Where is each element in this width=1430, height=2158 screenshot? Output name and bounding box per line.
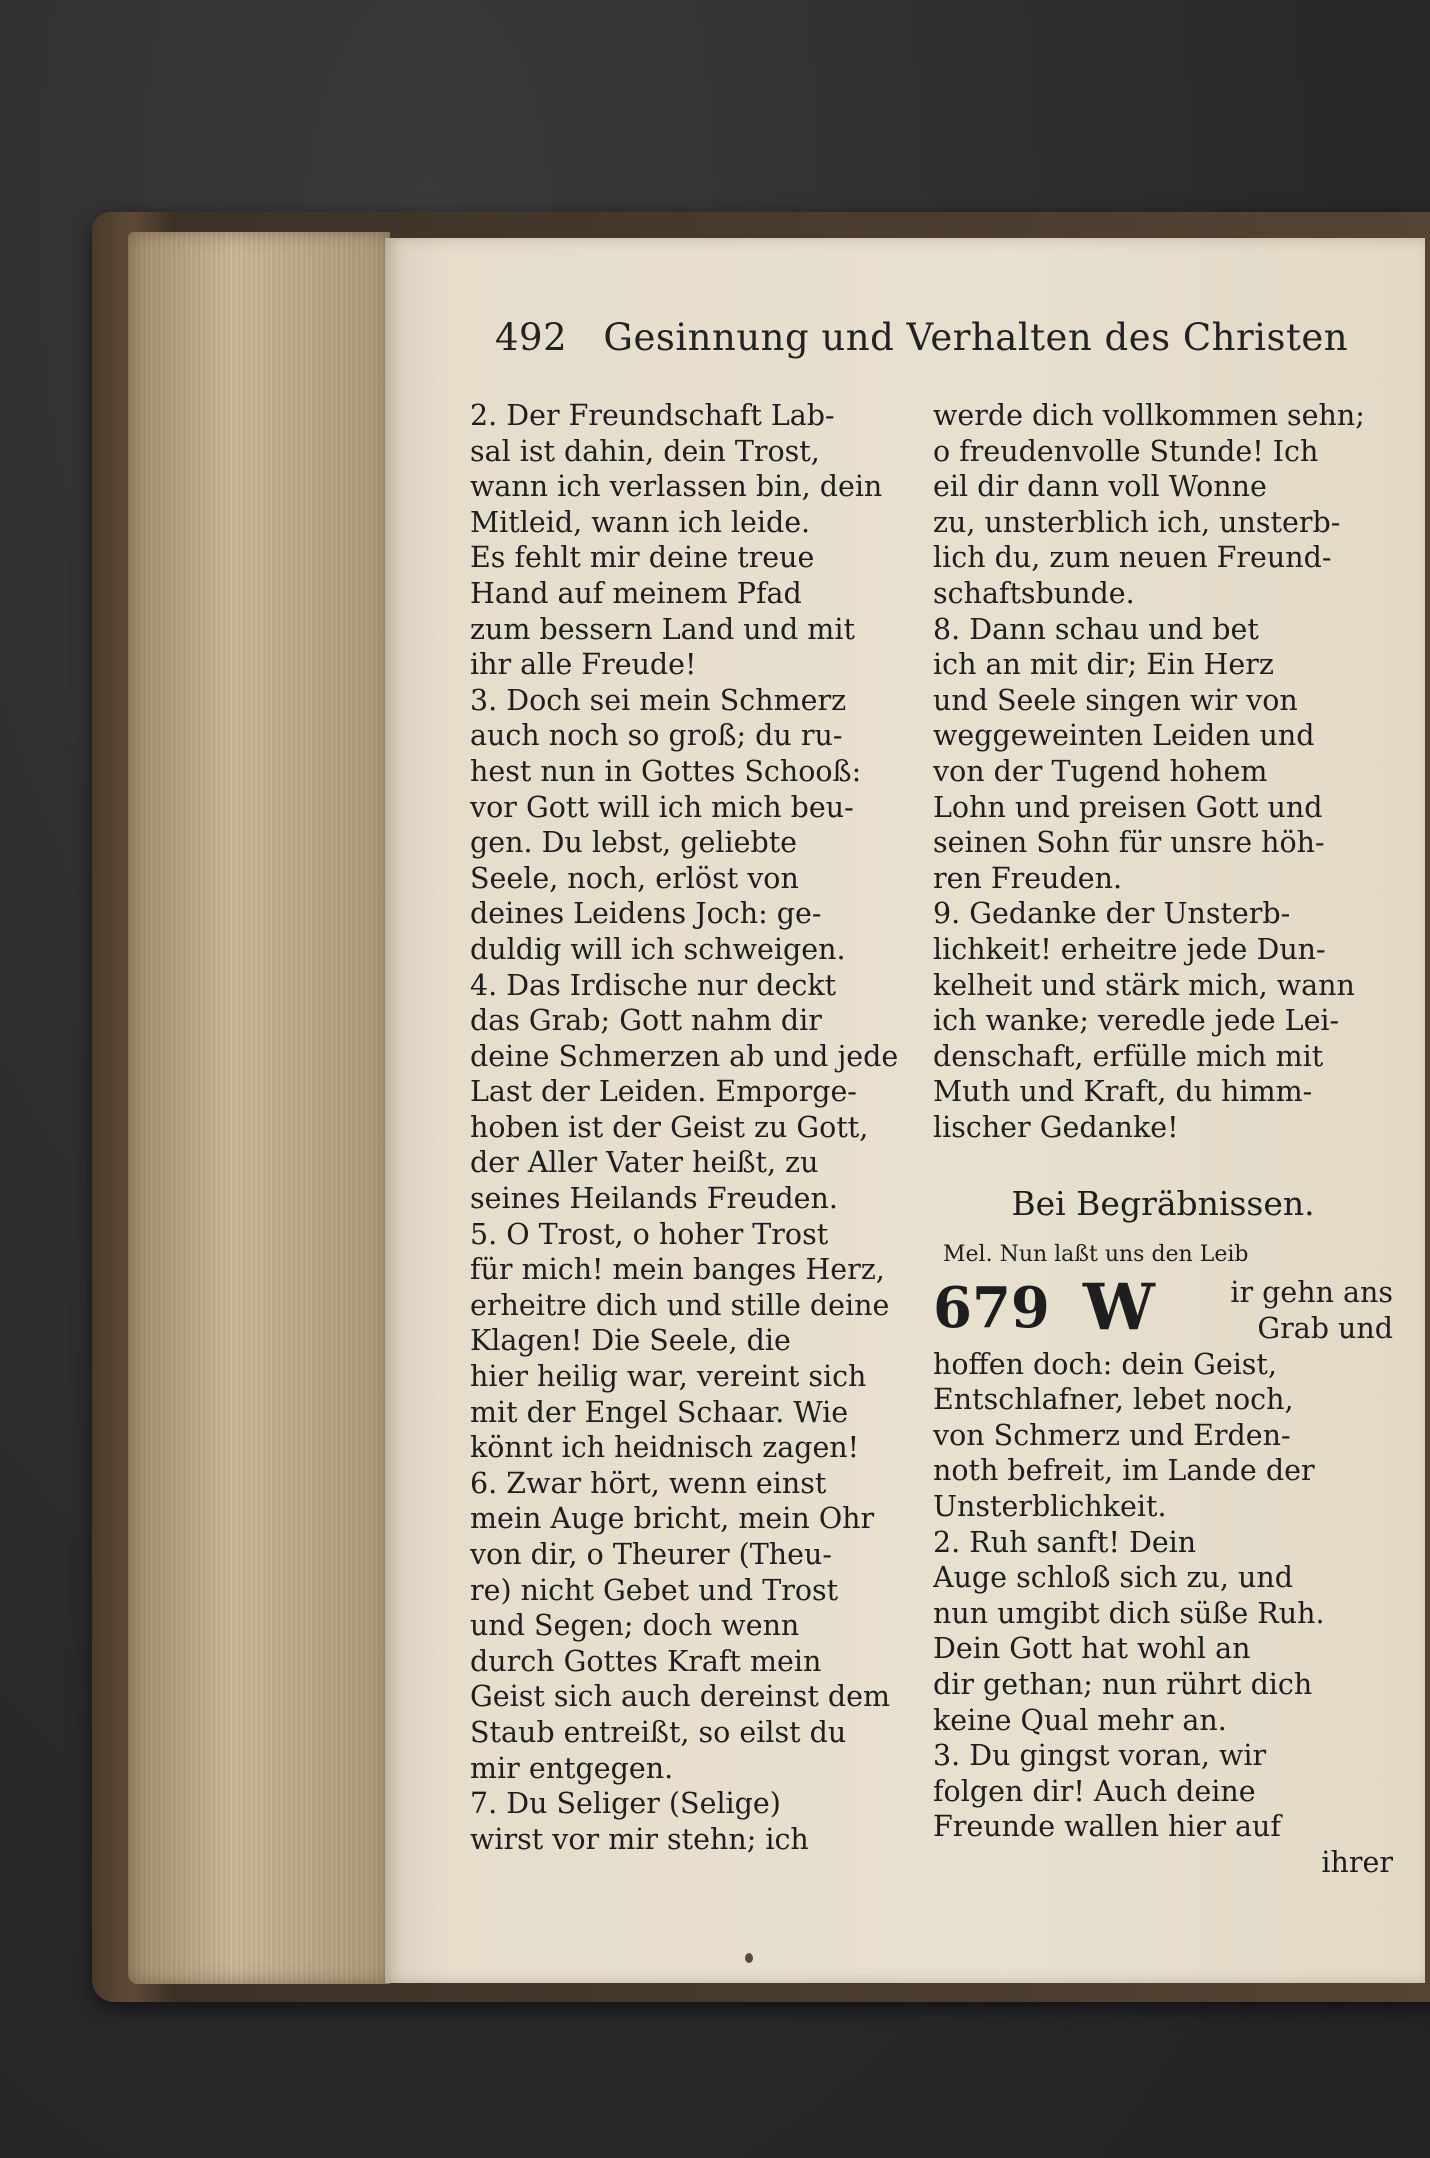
text-line: von der Tugend hohem: [933, 754, 1268, 788]
text-line: hoffen doch: dein Geist,: [933, 1347, 1277, 1381]
hymn-second-line: Grab und: [1257, 1312, 1393, 1346]
text-line: seines Heilands Freuden.: [470, 1182, 838, 1216]
text-line: ihr alle Freude!: [470, 648, 697, 682]
text-line: von dir, o Theurer (Theu-: [470, 1538, 832, 1571]
text-line: Muth und Kraft, du himm-: [933, 1075, 1313, 1109]
text-line: Geist sich auch dereinst dem: [470, 1680, 891, 1714]
text-line: erheitre dich und stille deine: [470, 1288, 890, 1322]
text-line: lichkeit! erheitre jede Dun-: [933, 932, 1326, 966]
text-line: Hand auf meinem Pfad: [470, 576, 802, 610]
text-line: mir entgegen.: [470, 1751, 674, 1785]
text-line: zu, unsterblich ich, unsterb-: [933, 505, 1341, 539]
text-line: sal ist dahin, dein Trost,: [470, 434, 820, 468]
hymn-number: 679: [933, 1275, 1050, 1342]
text-line: kelheit und stärk mich, wann: [933, 968, 1355, 1002]
text-line: vor Gott will ich mich beu-: [470, 790, 854, 824]
text-line: deines Leidens Joch: ge-: [470, 897, 822, 931]
text-line: 5. O Trost, o hoher Trost: [470, 1217, 829, 1251]
text-line: 3. Du gingst voran, wir: [933, 1739, 1267, 1773]
text-line: ich wanke; veredle jede Lei-: [933, 1004, 1340, 1038]
text-line: eil dir dann voll Wonne: [933, 470, 1267, 504]
text-line: Dein Gott hat wohl an: [933, 1632, 1251, 1666]
page-number: 492: [495, 316, 568, 359]
text-line: durch Gottes Kraft mein: [470, 1644, 822, 1678]
right-column: [933, 398, 1393, 1881]
text-line: und Seele singen wir von: [933, 683, 1298, 717]
text-line: deine Schmerzen ab und jede: [470, 1039, 899, 1073]
text-line: lischer Gedanke!: [933, 1110, 1179, 1144]
text-line: schaftsbunde.: [933, 576, 1135, 610]
text-line: ren Freuden.: [933, 861, 1123, 895]
page-edges: [128, 232, 390, 1984]
text-line: 2. Der Freundschaft Lab-: [470, 399, 835, 432]
hymn-first-lines: [1178, 1275, 1393, 1346]
text-line: re) nicht Gebet und Trost: [470, 1573, 839, 1607]
text-line: denschaft, erfülle mich mit: [933, 1039, 1324, 1073]
text-line: zum bessern Land und mit: [470, 612, 855, 646]
text-line: von Schmerz und Erden-: [933, 1418, 1291, 1452]
text-line: gen. Du lebst, geliebte: [470, 826, 798, 860]
text-line: auch noch so groß; du ru-: [470, 719, 843, 753]
text-line: Unsterblichkeit.: [933, 1490, 1167, 1524]
hymn-start: [933, 1270, 1393, 1346]
text-line: 4. Das Irdische nur deckt: [470, 968, 837, 1002]
text-line: hier heilig war, vereint sich: [470, 1360, 867, 1394]
text-line: könnt ich heidnisch zagen!: [470, 1431, 860, 1465]
text-line: lich du, zum neuen Freund-: [933, 541, 1332, 575]
text-line: Last der Leiden. Emporge-: [470, 1075, 857, 1109]
text-line: folgen dir! Auch deine: [933, 1774, 1256, 1808]
text-line: duldig will ich schweigen.: [470, 932, 846, 966]
text-line: 3. Doch sei mein Schmerz: [470, 683, 847, 717]
text-line: weggeweinten Leiden und: [933, 719, 1315, 753]
text-line: nun umgibt dich süße Ruh.: [933, 1596, 1325, 1630]
text-line: Freunde wallen hier auf: [933, 1810, 1281, 1844]
text-line: Seele, noch, erlöst von: [470, 861, 799, 895]
book-page: [385, 238, 1425, 1983]
text-line: Entschlafner, lebet noch,: [933, 1383, 1294, 1417]
text-line: für mich! mein banges Herz,: [470, 1253, 885, 1287]
running-header: [495, 316, 1395, 386]
text-line: wann ich verlassen bin, dein: [470, 470, 883, 504]
text-line: und Segen; doch wenn: [470, 1609, 800, 1643]
text-line: 6. Zwar hört, wenn einst: [470, 1466, 827, 1500]
text-line: mein Auge bricht, mein Ohr: [470, 1502, 875, 1536]
hymn-text: [933, 1347, 1393, 1845]
text-line: Lohn und preisen Gott und: [933, 790, 1323, 824]
text-line: 2. Ruh sanft! Dein: [933, 1525, 1197, 1559]
text-line: o freudenvolle Stunde! Ich: [933, 434, 1319, 468]
text-line: Mitleid, wann ich leide.: [470, 505, 811, 539]
text-line: noth befreit, im Lande der: [933, 1454, 1315, 1488]
left-column: [470, 398, 910, 1857]
hymn-first-line: ir gehn ans: [1230, 1276, 1393, 1310]
running-title: Gesinnung und Verhalten des Christen: [603, 316, 1349, 359]
text-line: wirst vor mir stehn; ich: [470, 1822, 809, 1856]
text-line: seinen Sohn für unsre höh-: [933, 826, 1325, 860]
text-line: mit der Engel Schaar. Wie: [470, 1395, 849, 1429]
text-line: das Grab; Gott nahm dir: [470, 1004, 822, 1038]
text-line: hest nun in Gottes Schooß:: [470, 754, 862, 788]
ink-dot: [745, 1953, 753, 1963]
melody-note: Mel. Nun laßt uns den Leib: [943, 1242, 1249, 1268]
text-line: 7. Du Seliger (Selige): [470, 1787, 781, 1821]
text-line: Klagen! Die Seele, die: [470, 1324, 791, 1358]
text-line: dir gethan; nun rührt dich: [933, 1668, 1313, 1701]
section-title: Bei Begräbnissen.: [1011, 1184, 1315, 1224]
text-line: ich an mit dir; Ein Herz: [933, 648, 1274, 682]
text-line: Staub entreißt, so eilst du: [470, 1715, 847, 1749]
right-column-verses: [933, 398, 1393, 1145]
drop-cap: W: [1083, 1270, 1155, 1346]
text-line: Auge schloß sich zu, und: [933, 1561, 1293, 1595]
text-line: 9. Gedanke der Unsterb-: [933, 897, 1291, 931]
text-line: 8. Dann schau und bet: [933, 612, 1259, 646]
text-line: Es fehlt mir deine treue: [470, 541, 815, 575]
text-line: hoben ist der Geist zu Gott,: [470, 1110, 869, 1144]
catchword: ihrer: [1321, 1845, 1393, 1879]
text-line: werde dich vollkommen sehn;: [933, 399, 1365, 432]
text-line: der Aller Vater heißt, zu: [470, 1146, 819, 1180]
text-line: keine Qual mehr an.: [933, 1703, 1227, 1737]
